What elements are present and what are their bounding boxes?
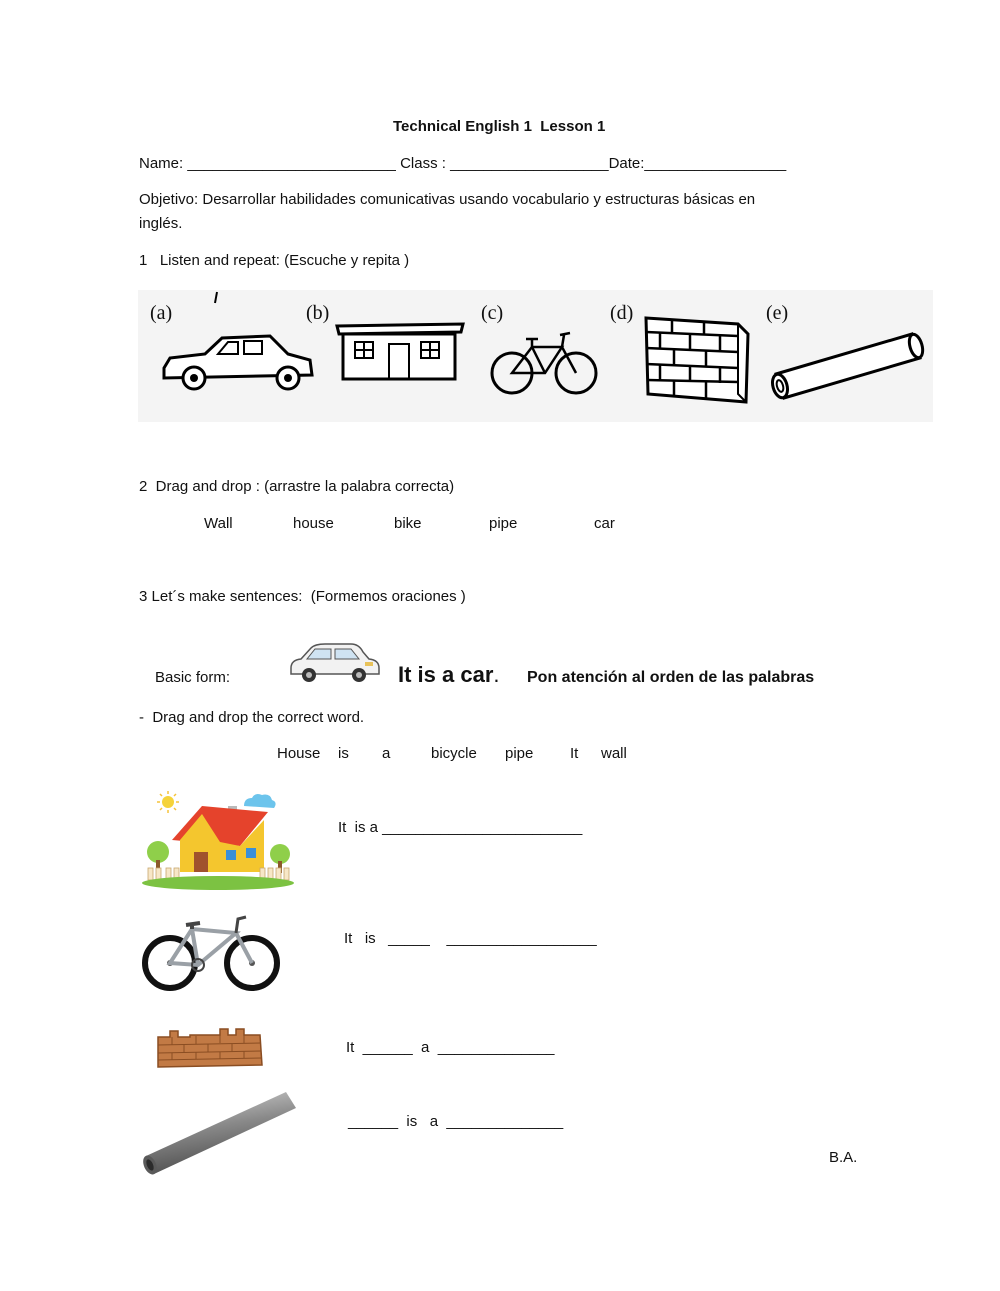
word-bank-pipe[interactable]: pipe	[505, 745, 534, 762]
word-bank-wall[interactable]: wall	[601, 745, 627, 762]
draggable-word-pipe[interactable]: pipe	[489, 515, 518, 532]
section1-heading: 1 Listen and repeat: (Escuche y repita )	[139, 252, 410, 269]
sentence-2[interactable]: It is _____ __________________	[344, 930, 597, 947]
name-class-date-line: Name: _________________________ Class : ___________________Date:_________________	[139, 155, 787, 172]
car-sketch-icon	[160, 330, 315, 395]
house-illustration-icon	[140, 790, 295, 892]
bicycle-illustration-icon	[140, 905, 282, 993]
sentence-3[interactable]: It ______ a ______________	[346, 1039, 555, 1056]
word-bank-house[interactable]: House	[277, 745, 321, 762]
sentence-1[interactable]: It is a ________________________	[338, 819, 583, 836]
draggable-word-bike[interactable]: bike	[394, 515, 422, 532]
stray-mark-icon	[213, 292, 219, 304]
author-initials: B.A.	[829, 1149, 858, 1166]
house-sketch-icon	[335, 318, 465, 383]
brick-wall-sketch-icon	[642, 314, 750, 404]
section2-heading: 2 Drag and drop : (arrastre la palabra correcta)	[139, 478, 455, 495]
brick-wall-illustration-icon	[150, 1025, 270, 1071]
example-period: .	[493, 662, 500, 687]
word-bank-is[interactable]: is	[338, 745, 349, 762]
basic-form-label: Basic form:	[155, 669, 231, 686]
word-bank-bicycle[interactable]: bicycle	[431, 745, 477, 762]
word-bank-it[interactable]: It	[570, 745, 579, 762]
section3-heading: 3 Let´s make sentences: (Formemos oraciones )	[139, 588, 466, 605]
label-b: (b)	[306, 302, 330, 324]
small-car-icon	[285, 640, 383, 686]
sentence-4[interactable]: ______ is a ______________	[348, 1113, 564, 1130]
draggable-word-car[interactable]: car	[594, 515, 615, 532]
attention-note: Pon atención al orden de las palabras	[527, 669, 815, 686]
objective-line-1: Objetivo: Desarrollar habilidades comunicativas usando vocabulario y estructuras básicas en	[139, 191, 756, 208]
objective-line-2: inglés.	[139, 215, 183, 232]
draggable-word-house[interactable]: house	[293, 515, 334, 532]
example-sentence	[398, 662, 500, 688]
pipe-sketch-icon	[768, 330, 928, 402]
bike-sketch-icon	[490, 325, 600, 397]
instruction-drag: - Drag and drop the correct word.	[139, 709, 365, 726]
draggable-word-wall[interactable]: Wall	[204, 515, 233, 532]
example-sentence-text: It is a car	[398, 662, 494, 687]
label-e: (e)	[766, 302, 789, 324]
word-bank-a[interactable]: a	[382, 745, 391, 762]
label-a: (a)	[150, 302, 173, 324]
label-d: (d)	[610, 302, 634, 324]
label-c: (c)	[481, 302, 504, 324]
page-title: Technical English 1 Lesson 1	[393, 118, 606, 135]
metal-pipe-illustration-icon	[140, 1088, 300, 1178]
